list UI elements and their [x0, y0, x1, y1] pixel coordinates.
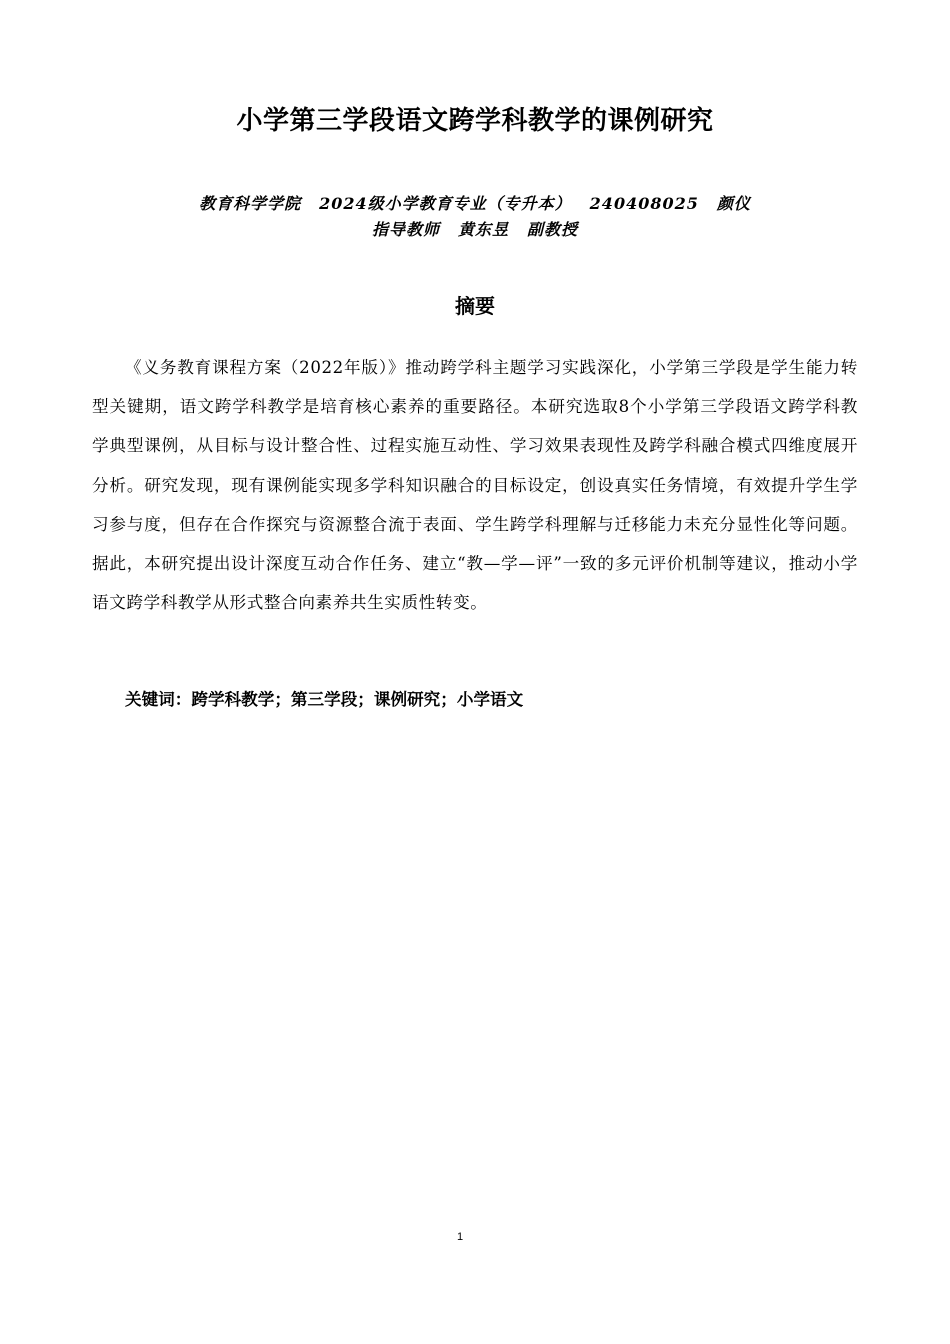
abstract-heading: 摘要 [455, 294, 495, 318]
advisor-line [0, 217, 950, 240]
student-id: 240408025 [589, 194, 699, 213]
page-number: 1 [456, 1231, 464, 1243]
keywords-line: 关键词：跨学科教学；第三学段；课例研究；小学语文 [125, 690, 524, 709]
student-name: 颜仪 [716, 194, 751, 213]
author-line [0, 191, 950, 214]
advisor-role: 指导教师 [371, 220, 440, 239]
abstract-paragraph: 《义务教育课程方案（2022年版）》推动跨学科主题学习实践深化，小学第三学段是学生能力转型关键期，语文跨学科教学是培育核心素养的重要路径。本研究选取8个小学第三学段语文跨学科教学典型课例，从目标与设计整合性、过程实施互动性、学习效果表现性及跨学科融合模式四维度展开分析。研究发现，现有课例能实现多学科知识融合的目标设定，创设真实任务情境，有效提升学生学习参与度，但存在合作探究与资源整合流于表面、学生跨学科理解与迁移能力未充分显性化等问题。据此，本研究提出设计深度互动合作任务、建立“教—学—评”一致的多元评价机制等建议，推动小学语文跨学科教学从形式整合向素养共生实质性转变。 [92, 358, 858, 613]
school-name: 教育科学学院 [199, 194, 302, 213]
advisor-name: 黄东昱 [457, 220, 509, 239]
program-name: 2024级小学教育专业（专升本） [319, 194, 572, 213]
advisor-rank: 副教授 [527, 220, 579, 239]
paper-title: 小学第三学段语文跨学科教学的课例研究 [236, 106, 714, 136]
